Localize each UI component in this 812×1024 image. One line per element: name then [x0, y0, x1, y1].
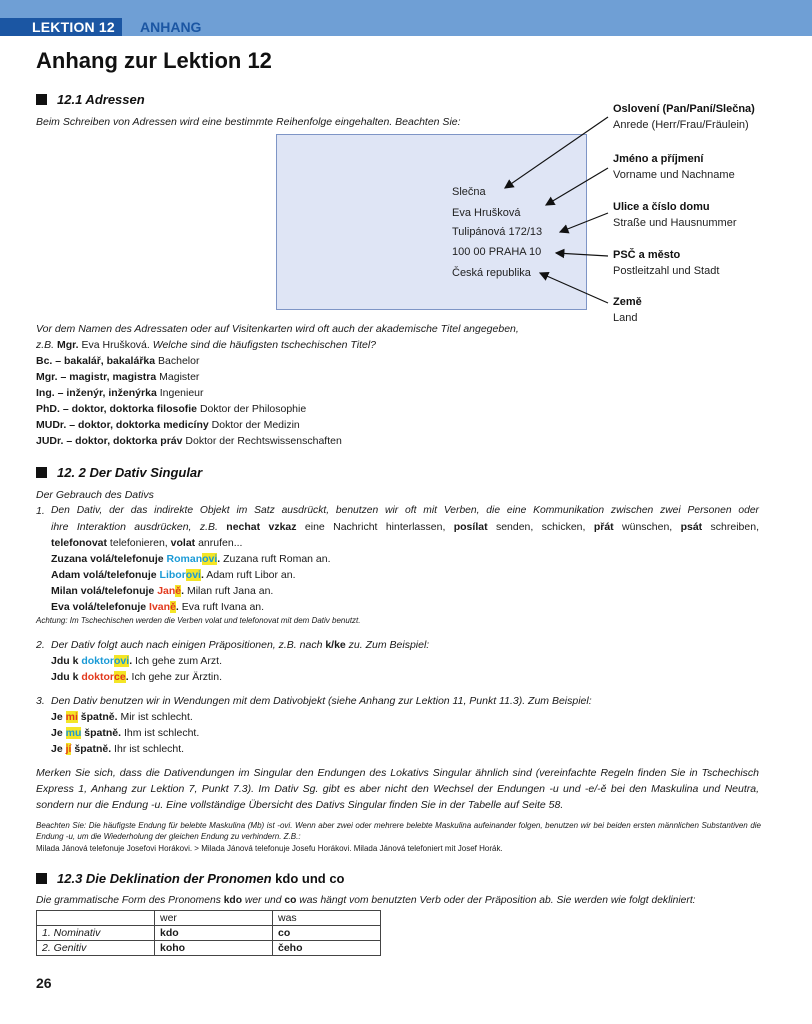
list-number: 3. — [36, 695, 45, 707]
example-sentence: Eva volá/telefonuje Ivaně. Eva ruft Ivana an. — [51, 601, 265, 613]
arrow-name — [546, 168, 608, 205]
example-sentence: Je mu špatně. Ihm ist schlecht. — [51, 727, 200, 739]
achtung-note: Achtung: Im Tschechischen werden die Verben volat und telefonovat mit dem Dativ benutzt. — [36, 616, 361, 625]
title-item: MUDr. – doktor, doktorka medicíny Doktor der Medizin — [36, 419, 300, 431]
address-line: Eva Hrušková — [452, 207, 521, 219]
milada-example: Milada Jánová telefonuje Josefovi Horákovi. > Milada Jánová telefonuje Josefu Horákovi. Milada Jánová telefoniert mit Josef Horák. — [36, 844, 503, 853]
table-row — [37, 941, 381, 956]
table-row — [37, 926, 381, 941]
dativ-point-2: Der Dativ folgt auch nach einigen Präpositionen, z.B. nach k/ke zu. Zum Beispiel: — [51, 639, 430, 651]
example-sentence: Jdu k doktorce. Ich gehe zur Ärztin. — [51, 671, 223, 683]
section-heading-pronouns: 12.3 Die Deklination der Pronomen kdo und co — [36, 871, 345, 886]
title-item: Ing. – inženýr, inženýrka Ingenieur — [36, 387, 204, 399]
example-sentence: Zuzana volá/telefonuje Romanovi. Zuzana ruft Roman an. — [51, 553, 331, 565]
title-item: JUDr. – doktor, doktorka práv Doktor der Rechtswissenschaften — [36, 435, 342, 447]
arrow-street — [560, 213, 608, 232]
title-item: Mgr. – magistr, magistra Magister — [36, 371, 200, 383]
address-line: Česká republika — [452, 267, 531, 279]
table-cell: koho — [155, 941, 273, 956]
arrow-postcode — [556, 253, 608, 256]
example-sentence: Je mi špatně. Mir ist schlecht. — [51, 711, 193, 723]
pronoun-declension-table — [36, 910, 381, 956]
title-item: Bc. – bakalář, bakalářka Bachelor — [36, 355, 200, 367]
table-cell: 2. Genitiv — [37, 941, 155, 956]
beachten-note: Beachten Sie: Die häufigste Endung für belebte Maskulina (Mb) ist -ovi. Wenn aber zwei oder mehrere belebte Maskulina aufeinander folgen, benutzen wir bei beiden ersten männlichen Substantiven die Endung -u, um die Wiederholung der gleichen Endung zu verhindern. Z.B.: — [36, 821, 761, 841]
dativ-point-1-line-1: Den Dativ, der das indirekte Objekt im Satz ausdrückt, benutzen wir oft mit Verben, die eine Kommunikation zwischen zwei Personen oder — [51, 505, 759, 516]
arrow-country — [540, 273, 608, 303]
page-title: Anhang zur Lektion 12 — [36, 48, 272, 73]
table-header-row — [37, 911, 381, 926]
example-sentence: Je jí špatně. Ihr ist schlecht. — [51, 743, 185, 755]
address-label-salutation: Oslovení (Pan/Paní/Slečna) Anrede (Herr/Frau/Fräulein) — [613, 103, 755, 131]
dativ-merken-paragraph: Merken Sie sich, dass die Dativendungen im Singular den Endungen des Lokativs Singular ähnlich sind (vereinfachte Regeln finden Sie in Tschechisch Express 1, Anhang zur Lektion 7, Punkt 7.3). Im Dativ Sg. gibt es aber nicht den Wechsel der Endungen -u und -e/-ě bei den Maskulina und Neutra, sondern nur die Endung -u. Eine vollständige Übersicht des Dativs Singular finden Sie in der Tabelle auf Seite 58. — [36, 767, 759, 811]
section-heading-dativ: 12. 2 Der Dativ Singular — [36, 465, 202, 480]
address-label-name: Jméno a příjmení Vorname und Nachname — [613, 153, 735, 181]
example-sentence: Jdu k doktorovi. Ich gehe zum Arzt. — [51, 655, 222, 667]
section-heading-addresses: 12.1 Adressen — [36, 92, 145, 107]
lesson-label: LEKTION 12 — [32, 19, 115, 35]
addresses-intro: Beim Schreiben von Adressen wird eine bestimmte Reihenfolge eingehalten. Beachten Sie: — [36, 116, 461, 128]
address-label-postcode: PSČ a město Postleitzahl und Stadt — [613, 249, 720, 277]
section-label: ANHANG — [140, 19, 202, 35]
pronouns-intro: Die grammatische Form des Pronomens kdo wer und co was hängt vom benutzten Verb oder der Präposition ab. Sie werden wie folgt dekliniert: — [36, 895, 696, 906]
list-number: 1. — [36, 505, 45, 517]
table-cell: 1. Nominativ — [37, 926, 155, 941]
titles-note-1: Vor dem Namen des Adressaten oder auf Visitenkarten wird oft auch der akademische Titel angegeben, — [36, 323, 519, 335]
titles-note-2: z.B. Mgr. Eva Hrušková. Welche sind die häufigsten tschechischen Titel? — [36, 339, 376, 351]
dativ-point-1-line-3: telefonovat telefonieren, volat anrufen... — [51, 537, 243, 549]
table-cell: was — [273, 911, 381, 926]
table-cell — [37, 911, 155, 926]
address-line: 100 00 PRAHA 10 — [452, 246, 542, 258]
example-sentence: Milan volá/telefonuje Janě. Milan ruft Jana an. — [51, 585, 274, 597]
table-cell: co — [273, 926, 381, 941]
table-cell: čeho — [273, 941, 381, 956]
table-cell: kdo — [155, 926, 273, 941]
square-bullet-icon — [36, 873, 47, 884]
table-cell: wer — [155, 911, 273, 926]
address-line: Slečna — [452, 186, 486, 198]
address-line: Tulipánová 172/13 — [452, 226, 543, 238]
page-number: 26 — [36, 975, 52, 991]
list-number: 2. — [36, 639, 45, 651]
address-label-country: Země Land — [613, 296, 642, 324]
example-sentence: Adam volá/telefonuje Liborovi. Adam ruft Libor an. — [51, 569, 296, 581]
dativ-point-3: Den Dativ benutzen wir in Wendungen mit dem Dativobjekt (siehe Anhang zur Lektion 11, Punkt 11.3). Zum Beispiel: — [51, 695, 592, 707]
title-item: PhD. – doktor, doktorka filosofie Doktor der Philosophie — [36, 403, 307, 415]
address-label-street: Ulice a číslo domu Straße und Hausnummer — [613, 201, 737, 229]
dativ-subheading: Der Gebrauch des Dativs — [36, 489, 154, 501]
dativ-point-1-line-2: ihre Interaktion ausdrücken, z.B. nechat vzkaz eine Nachricht hinterlassen, posílat senden, schicken, přát wünschen, psát schreiben, — [51, 521, 759, 533]
square-bullet-icon — [36, 467, 47, 478]
